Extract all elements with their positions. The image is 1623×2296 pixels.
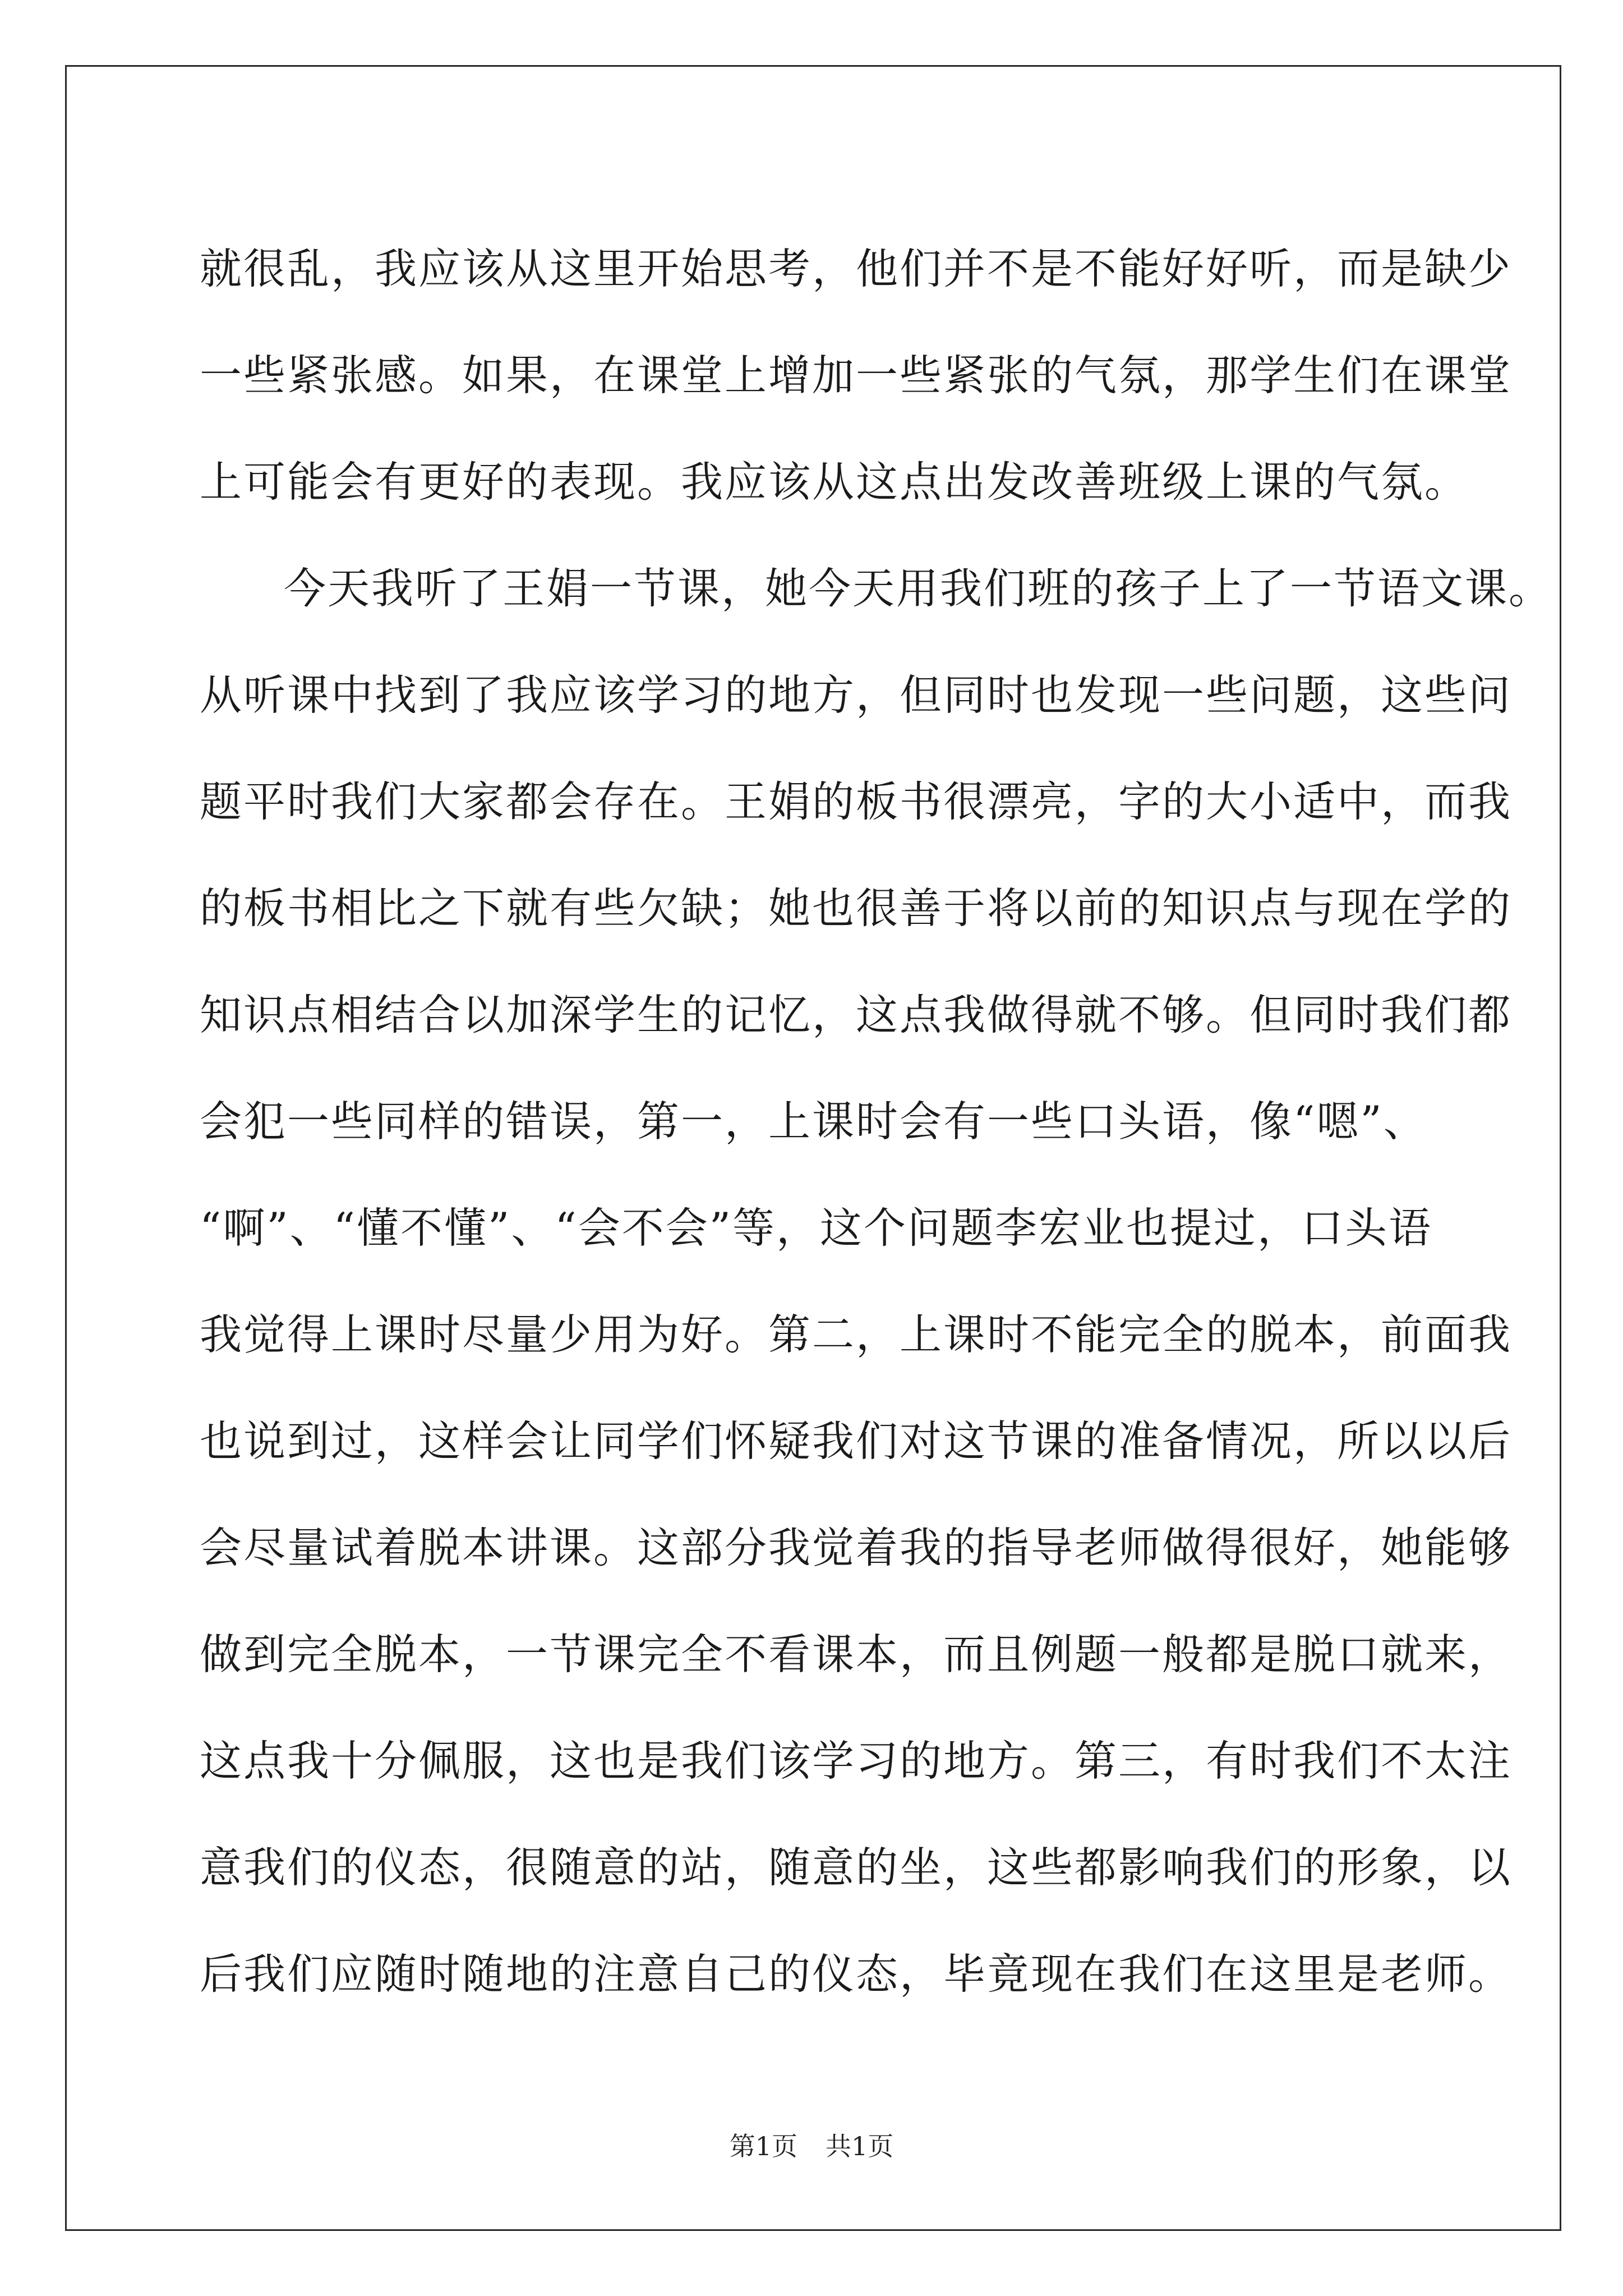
text-line: 会犯一些同样的错误，第一，上课时会有一些口头语，像“嗯”、 xyxy=(200,1096,1427,1146)
page-footer xyxy=(0,2126,1623,2163)
text-line: 意我们的仪态，很随意的站，随意的坐，这些都影响我们的形象，以 xyxy=(200,1842,1513,1892)
text-line: 就很乱，我应该从这里开始思考，他们并不是不能好好听，而是缺少 xyxy=(200,243,1513,293)
text-line: 做到完全脱本，一节课完全不看课本，而且例题一般都是脱口就来， xyxy=(200,1629,1513,1679)
document-body xyxy=(200,212,1553,2024)
page-number-current: 第1页 xyxy=(729,2131,797,2161)
text-line: 会尽量试着脱本讲课。这部分我觉着我的指导老师做得很好，她能够 xyxy=(200,1522,1513,1572)
page-number-total: 共1页 xyxy=(826,2131,894,2161)
paragraph-start-line: 今天我听了王娟一节课，她今天用我们班的孩子上了一节语文课。 xyxy=(284,563,1553,613)
text-line: 上可能会有更好的表现。我应该从这点出发改善班级上课的气氛。 xyxy=(200,457,1469,507)
text-line: 一些紧张感。如果，在课堂上增加一些紧张的气氛，那学生们在课堂 xyxy=(200,350,1513,400)
text-line: 的板书相比之下就有些欠缺；她也很善于将以前的知识点与现在学的 xyxy=(200,883,1513,933)
text-line: 知识点相结合以加深学生的记忆，这点我做得就不够。但同时我们都 xyxy=(200,990,1513,1039)
text-line: 后我们应随时随地的注意自己的仪态，毕竟现在我们在这里是老师。 xyxy=(200,1949,1513,1999)
text-line: “啊”、“懂不懂”、“会不会”等，这个问题李宏业也提过，口头语 xyxy=(200,1203,1433,1253)
text-line: 这点我十分佩服，这也是我们该学习的地方。第三，有时我们不太注 xyxy=(200,1736,1513,1786)
text-line: 我觉得上课时尽量少用为好。第二，上课时不能完全的脱本，前面我 xyxy=(200,1309,1513,1359)
text-line: 也说到过，这样会让同学们怀疑我们对这节课的准备情况，所以以后 xyxy=(200,1416,1513,1466)
text-line: 从听课中找到了我应该学习的地方，但同时也发现一些问题，这些问 xyxy=(200,670,1513,720)
text-line: 题平时我们大家都会存在。王娟的板书很漂亮，字的大小适中，而我 xyxy=(200,776,1513,826)
